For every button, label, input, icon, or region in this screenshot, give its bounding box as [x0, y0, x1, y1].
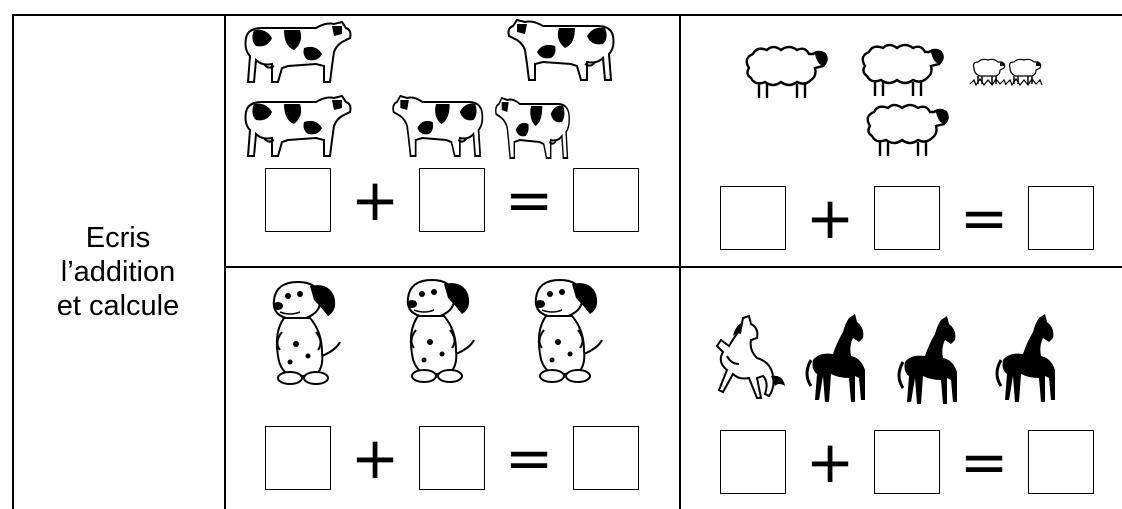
equals-sign: = — [504, 424, 554, 492]
answer-box-result[interactable] — [573, 426, 639, 490]
answer-box-first-term[interactable] — [720, 430, 786, 494]
equals-sign: = — [959, 184, 1009, 252]
equation-row — [720, 430, 1094, 494]
cow-icon — [496, 98, 570, 158]
exercise-dogs — [226, 268, 678, 509]
instruction-line-3: et calcule — [56, 289, 180, 322]
dog-group — [226, 268, 678, 418]
instruction-line-2: l’addition — [60, 255, 176, 288]
equals-sign: = — [504, 166, 554, 234]
dog-icon — [273, 282, 340, 384]
plus-sign: + — [350, 424, 400, 492]
lamb-icon — [1006, 59, 1042, 85]
sheep-icon — [868, 105, 949, 156]
cow-icon — [393, 96, 482, 156]
equation-row — [265, 168, 639, 232]
answer-box-second-term[interactable] — [419, 168, 485, 232]
horse-rearing-icon — [717, 316, 785, 398]
cow-icon — [246, 22, 351, 82]
equation-row — [265, 426, 639, 490]
exercise-cows — [226, 16, 678, 266]
dog-icon — [535, 280, 602, 382]
answer-box-first-term[interactable] — [265, 426, 331, 490]
equals-sign: = — [959, 428, 1009, 496]
dog-icon — [407, 280, 474, 382]
answer-box-first-term[interactable] — [720, 186, 786, 250]
exercise-horses — [681, 268, 1122, 509]
plus-sign: + — [805, 184, 855, 252]
cow-icon — [246, 96, 351, 156]
instruction-cell — [12, 14, 224, 509]
lamb-icon — [970, 59, 1006, 85]
cow-group — [226, 16, 678, 176]
instruction-line-1: Ecris — [85, 221, 151, 254]
plus-sign: + — [805, 428, 855, 496]
plus-sign: + — [350, 166, 400, 234]
horse-group — [681, 268, 1122, 418]
answer-box-second-term[interactable] — [419, 426, 485, 490]
sheep-icon — [747, 47, 828, 98]
horse-icon — [899, 316, 957, 404]
answer-box-first-term[interactable] — [265, 168, 331, 232]
answer-box-result[interactable] — [1028, 186, 1094, 250]
cow-icon — [509, 20, 614, 80]
sheep-icon — [863, 45, 944, 96]
equation-row — [720, 186, 1094, 250]
horse-icon — [807, 314, 865, 402]
instruction-text — [57, 221, 180, 323]
horse-icon — [997, 314, 1055, 402]
sheep-group — [681, 16, 1122, 176]
answer-box-second-term[interactable] — [874, 430, 940, 494]
exercise-sheep — [681, 16, 1122, 266]
answer-box-result[interactable] — [1028, 430, 1094, 494]
answer-box-result[interactable] — [573, 168, 639, 232]
answer-box-second-term[interactable] — [874, 186, 940, 250]
